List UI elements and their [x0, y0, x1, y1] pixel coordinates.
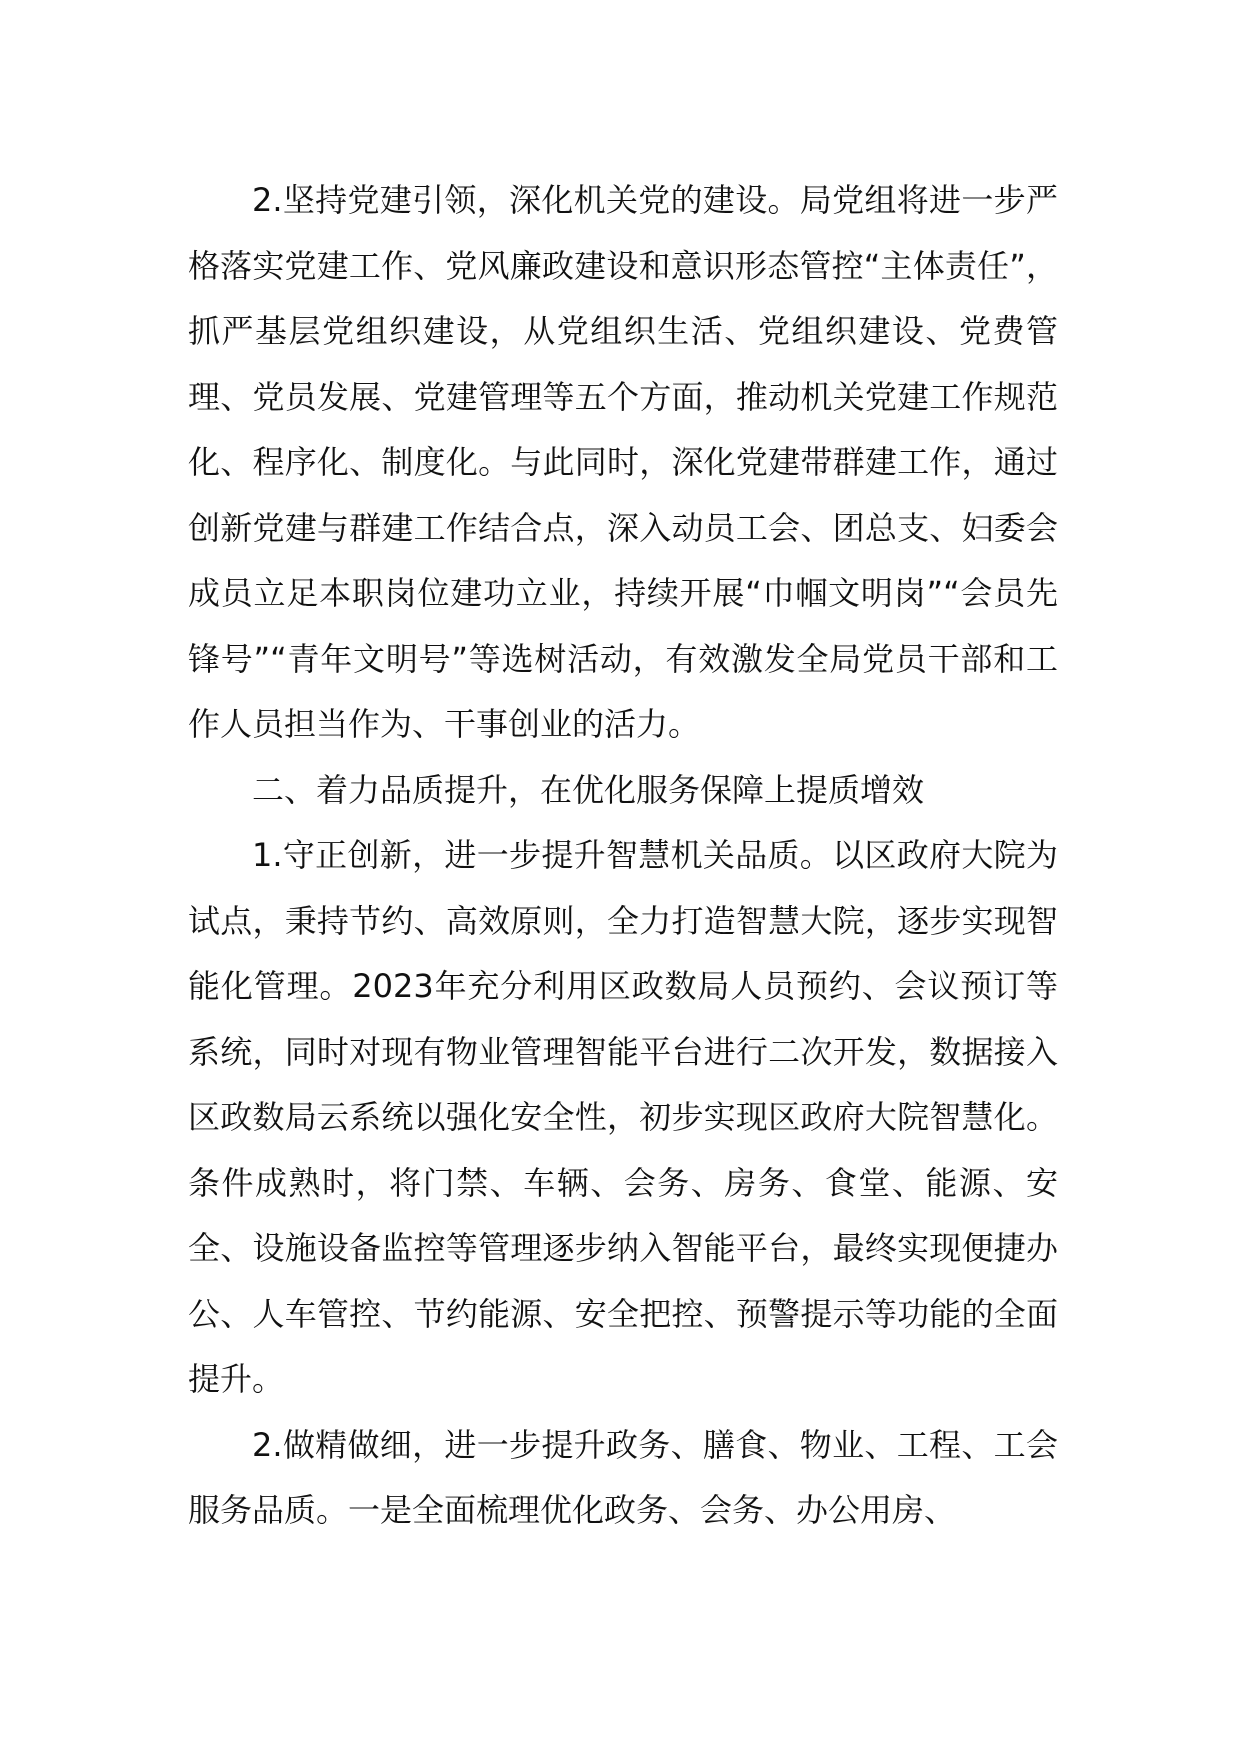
paragraph-smart-office: 1.守正创新，进一步提升智慧机关品质。以区政府大院为试点，秉持节约、高效原则，全力打造智慧大院，逐步实现智能化管理。2023年充分利用区政数局人员预约、会议预订等系统，同时对现有物业管理智能平台进行二次开发，数据接入区政数局云系统以强化安全性，初步实现区政府大院智慧化。条件成熟时，将门禁、车辆、会务、房务、食堂、能源、安全、设施设备监控等管理逐步纳入智能平台，最终实现便捷办公、人车管控、节约能源、安全把控、预警提示等功能的全面提升。 — [188, 836, 1058, 1398]
paragraph-service-quality: 2.做精做细，进一步提升政务、膳食、物业、工程、工会服务品质。一是全面梳理优化政务、会务、办公用房、 — [188, 1425, 1058, 1529]
document-body — [188, 168, 1058, 1544]
section-heading-quality: 二、着力品质提升，在优化服务保障上提质增效 — [252, 770, 925, 809]
paragraph-party-building: 2.坚持党建引领，深化机关党的建设。局党组将进一步严格落实党建工作、党风廉政建设和意识形态管控“主体责任”，抓严基层党组织建设，从党组织生活、党组织建设、党费管理、党员发展、党建管理等五个方面，推动机关党建工作规范化、程序化、制度化。与此同时，深化党建带群建工作，通过创新党建与群建工作结合点，深入动员工会、团总支、妇委会成员立足本职岗位建功立业，持续开展“巾帼文明岗”“会员先锋号”“青年文明号”等选树活动，有效激发全局党员干部和工作人员担当作为、干事创业的活力。 — [188, 181, 1058, 743]
